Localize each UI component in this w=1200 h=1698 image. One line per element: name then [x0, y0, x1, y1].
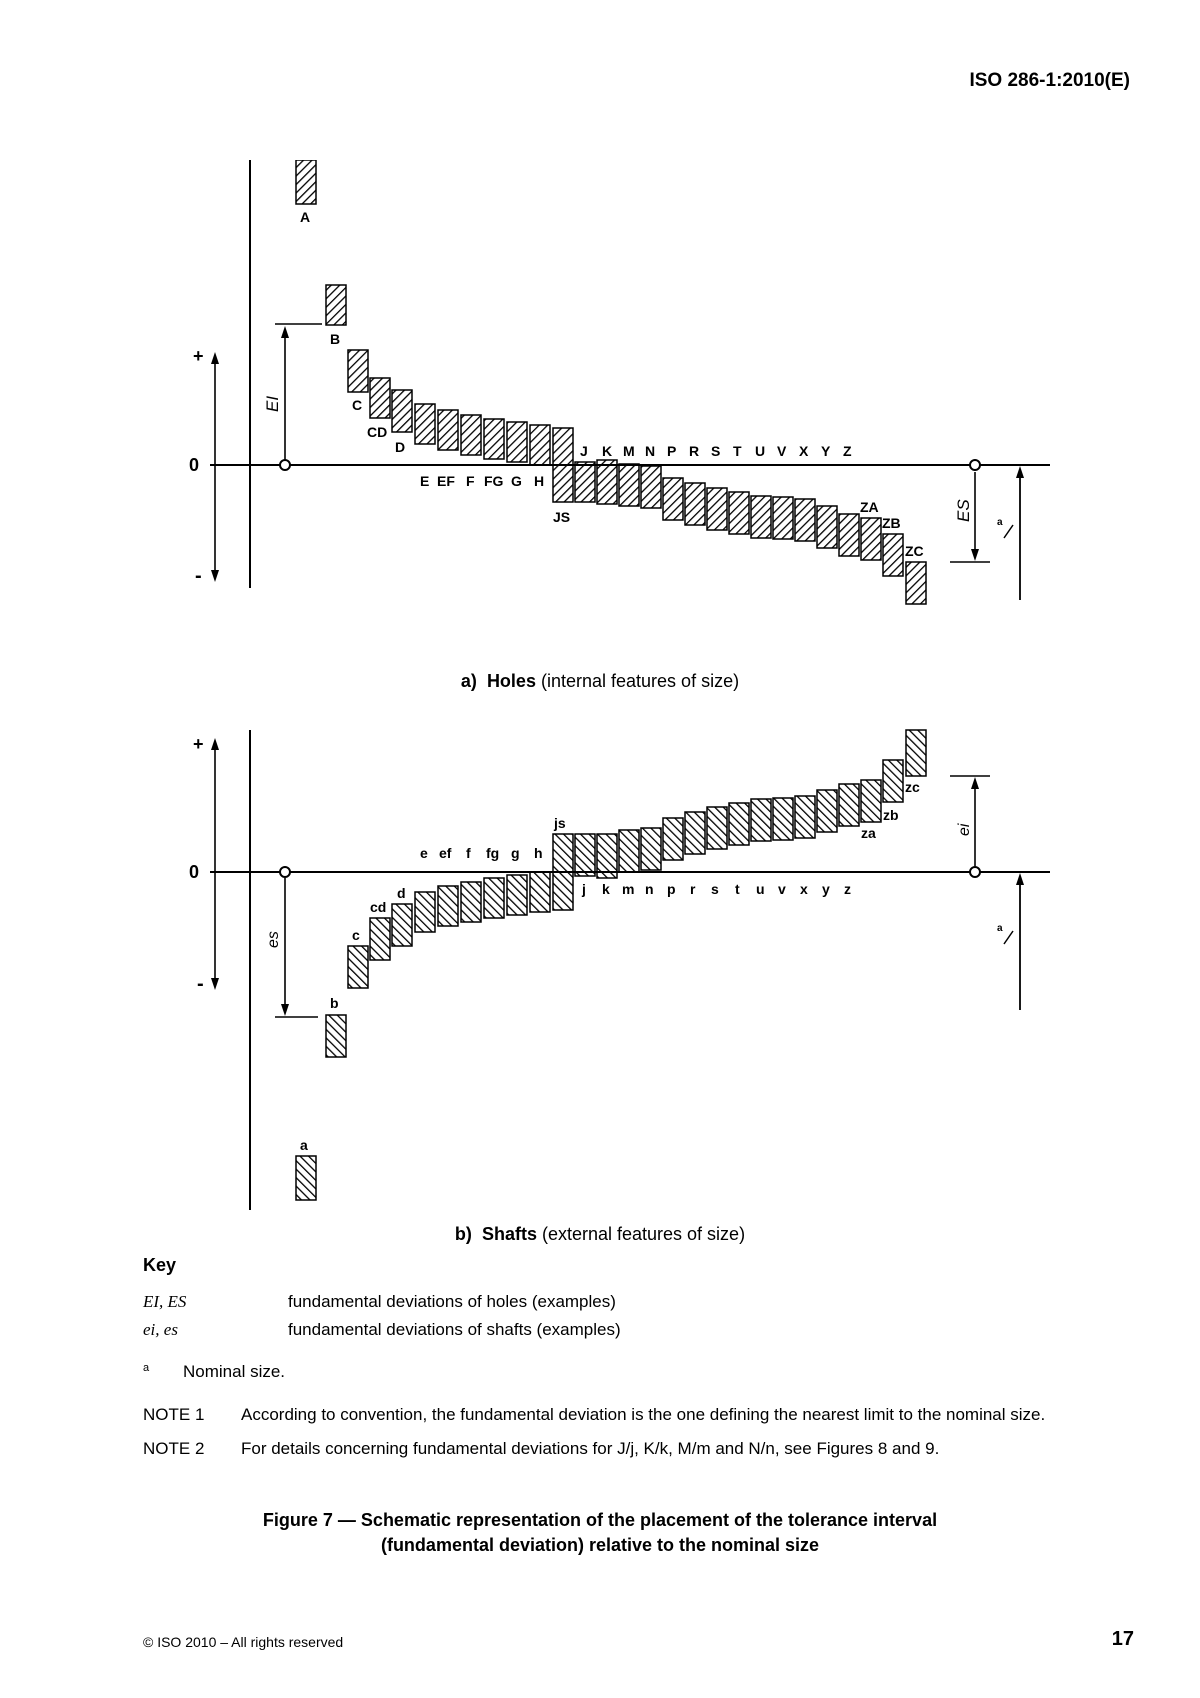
holes-caption-bold: Holes [486, 671, 536, 691]
bar-b [326, 1015, 346, 1057]
label-g: g [511, 845, 520, 861]
holes-footnote-mark: a [997, 517, 1003, 528]
label-h: h [534, 845, 543, 861]
bar-K [597, 460, 617, 504]
label-V: V [777, 443, 787, 459]
holes-nominal-arrowhead [1016, 466, 1024, 478]
label-v: v [778, 881, 786, 897]
holes-ES-arrowhead [971, 549, 979, 561]
label-zb: zb [883, 807, 899, 823]
holes-origin-marker [280, 460, 290, 470]
bar-EF [438, 410, 458, 450]
key-term: ei, es [143, 1320, 178, 1339]
bar-ZA [861, 518, 881, 560]
shafts-footnote-mark: a [997, 923, 1003, 934]
label-B: B [330, 331, 341, 347]
bar-m [619, 830, 639, 872]
holes-diagram [150, 160, 1050, 610]
bar-D [392, 390, 412, 432]
figure-caption-line1: Figure 7 — Schematic representation of the placement of the tolerance interval [262, 1510, 938, 1530]
holes-caption-label: a) [460, 671, 477, 691]
footnote-mark: a [143, 1362, 150, 1374]
label-p: p [667, 881, 676, 897]
label-U: U [755, 443, 766, 459]
bar-e [415, 892, 435, 932]
bar-N [641, 466, 661, 508]
holes-EI-label: EI [263, 395, 282, 412]
shafts-caption-rest: (external features of size) [541, 1224, 746, 1244]
label-JS: JS [553, 509, 571, 525]
bar-g [507, 875, 527, 915]
note [143, 1398, 1143, 1432]
shafts-nominal-arrowhead [1016, 873, 1024, 885]
label-s: s [711, 881, 719, 897]
label-z: z [844, 881, 851, 897]
label-K: K [602, 443, 613, 459]
bar-n [641, 828, 661, 870]
label-X: X [799, 443, 809, 459]
label-D: D [395, 439, 406, 455]
label-u: u [756, 881, 765, 897]
holes-plus-sign: + [193, 346, 204, 366]
shafts-plus-sign: + [193, 734, 204, 754]
bar-U [751, 496, 771, 538]
shafts-nominal-end-marker [970, 867, 980, 877]
shafts-zero-label: 0 [189, 862, 200, 882]
label-G: G [511, 473, 522, 489]
label-ef: ef [439, 845, 452, 861]
bar-JS [553, 428, 573, 502]
bar-f [461, 882, 481, 922]
bar-ef [438, 886, 458, 926]
label-S: S [711, 443, 721, 459]
bar-A [296, 160, 316, 204]
bar-H [530, 425, 550, 465]
shafts-es-arrowhead [281, 1004, 289, 1016]
label-ZB: ZB [882, 515, 901, 531]
label-za: za [861, 825, 876, 841]
bar-zb [883, 760, 903, 802]
shafts-minus-sign: - [197, 973, 204, 995]
bar-R [685, 483, 705, 525]
key-block [143, 1255, 1143, 1466]
shafts-diagram [150, 710, 1050, 1220]
label-j: j [582, 881, 586, 897]
bar-zc [906, 730, 926, 776]
figure-caption [0, 1508, 1200, 1558]
page-number: 17 [1111, 1628, 1134, 1650]
label-N: N [645, 443, 656, 459]
bar-j [575, 834, 595, 876]
key-row [143, 1288, 1143, 1316]
label-T: T [733, 443, 742, 459]
bar-h [530, 872, 550, 912]
bar-E [415, 404, 435, 444]
bar-Y [817, 506, 837, 548]
bar-a [296, 1156, 316, 1200]
label-r: r [690, 881, 696, 897]
holes-minus-sign: - [195, 565, 202, 587]
label-M: M [623, 443, 635, 459]
label-y: y [822, 881, 830, 897]
shafts-ei-arrowhead [971, 777, 979, 789]
bar-X [795, 499, 815, 541]
label-C: C [352, 397, 363, 413]
note-text: For details concerning fundamental deviations for J/j, K/k, M/m and N/n, see Figures 8 and 9. [241, 1439, 940, 1458]
label-J: J [580, 443, 588, 459]
holes-EI-arrowhead [281, 326, 289, 338]
bar-r [685, 812, 705, 854]
bar-ZB [883, 534, 903, 576]
label-ZC: ZC [905, 543, 924, 559]
bar-P [663, 478, 683, 520]
shafts-es-label: es [265, 931, 282, 948]
label-d: d [397, 885, 406, 901]
key-description: fundamental deviations of shafts (examples) [288, 1320, 621, 1339]
label-FG: FG [484, 473, 504, 489]
label-b: b [330, 995, 339, 1011]
footnote-text: Nominal size. [183, 1362, 286, 1381]
label-H: H [534, 473, 545, 489]
document-reference: ISO 286-1:2010(E) [969, 70, 1130, 91]
label-e: e [420, 845, 428, 861]
bar-V [773, 497, 793, 539]
bar-S [707, 488, 727, 530]
bar-C [348, 350, 368, 392]
bar-FG [484, 419, 504, 459]
bar-ZC [906, 562, 926, 604]
shafts-caption-label: b) [454, 1224, 472, 1244]
bar-v [773, 798, 793, 840]
footnote [143, 1358, 1143, 1386]
label-fg: fg [486, 845, 500, 861]
label-x: x [800, 881, 808, 897]
bar-d [392, 904, 412, 946]
bar-js [553, 834, 573, 910]
holes-nominal-end-marker [970, 460, 980, 470]
label-A: A [300, 209, 311, 225]
label-t: t [735, 881, 740, 897]
label-P: P [667, 443, 677, 459]
label-cd: cd [370, 899, 387, 915]
bar-F [461, 415, 481, 455]
bar-fg [484, 878, 504, 918]
shafts-origin-marker [280, 867, 290, 877]
bar-s [707, 807, 727, 849]
shafts-arrowhead-down [211, 978, 219, 990]
holes-arrowhead-down [211, 570, 219, 582]
bar-M [619, 464, 639, 506]
key-term: EI, ES [143, 1292, 187, 1311]
label-a: a [300, 1137, 308, 1153]
note-text: According to convention, the fundamental deviation is the one defining the nearest limit to the nominal size. [241, 1405, 1046, 1424]
label-EF: EF [437, 473, 455, 489]
label-k: k [602, 881, 610, 897]
figure-caption-line2: (fundamental deviation) relative to the nominal size [380, 1535, 820, 1555]
bar-y [817, 790, 837, 832]
holes-zero-label: 0 [189, 455, 200, 475]
label-CD: CD [367, 424, 388, 440]
holes-footnote-leader [1004, 525, 1013, 538]
label-n: n [645, 881, 654, 897]
shafts-caption-bold: Shafts [481, 1224, 537, 1244]
key-row [143, 1316, 1143, 1344]
shafts-caption [0, 1224, 1200, 1245]
label-ZA: ZA [860, 499, 879, 515]
bar-t [729, 803, 749, 845]
note [143, 1432, 1143, 1466]
bar-T [729, 492, 749, 534]
bar-za [861, 780, 881, 822]
bar-c [348, 946, 368, 988]
shafts-arrowhead-up [211, 738, 219, 750]
label-m: m [622, 881, 635, 897]
bar-cd [370, 918, 390, 960]
bar-p [663, 818, 683, 860]
shafts-bars [296, 730, 926, 1200]
bar-k [597, 834, 617, 878]
bar-z [839, 784, 859, 826]
shafts-ei-label: ei [956, 823, 973, 836]
label-E: E [420, 473, 430, 489]
note-label: NOTE 2 [143, 1439, 205, 1458]
label-js: js [554, 815, 566, 831]
label-Y: Y [821, 443, 831, 459]
copyright: © ISO 2010 – All rights reserved [143, 1634, 344, 1650]
bar-x [795, 796, 815, 838]
bar-CD [370, 378, 390, 418]
label-zc: zc [905, 779, 920, 795]
bar-B [326, 285, 346, 325]
label-c: c [352, 927, 360, 943]
bar-G [507, 422, 527, 462]
bar-u [751, 799, 771, 841]
label-R: R [689, 443, 700, 459]
label-Z: Z [843, 443, 852, 459]
holes-caption-rest: (internal features of size) [540, 671, 740, 691]
holes-caption [0, 671, 1200, 692]
bar-J [575, 462, 595, 502]
holes-bars [296, 160, 926, 604]
bar-Z [839, 514, 859, 556]
shafts-footnote-leader [1004, 931, 1013, 944]
label-F: F [466, 473, 475, 489]
note-label: NOTE 1 [143, 1405, 205, 1424]
holes-ES-label: ES [954, 499, 973, 522]
label-f: f [466, 845, 471, 861]
key-title: Key [143, 1255, 177, 1275]
key-description: fundamental deviations of holes (examples) [288, 1292, 616, 1311]
holes-arrowhead-up [211, 352, 219, 364]
